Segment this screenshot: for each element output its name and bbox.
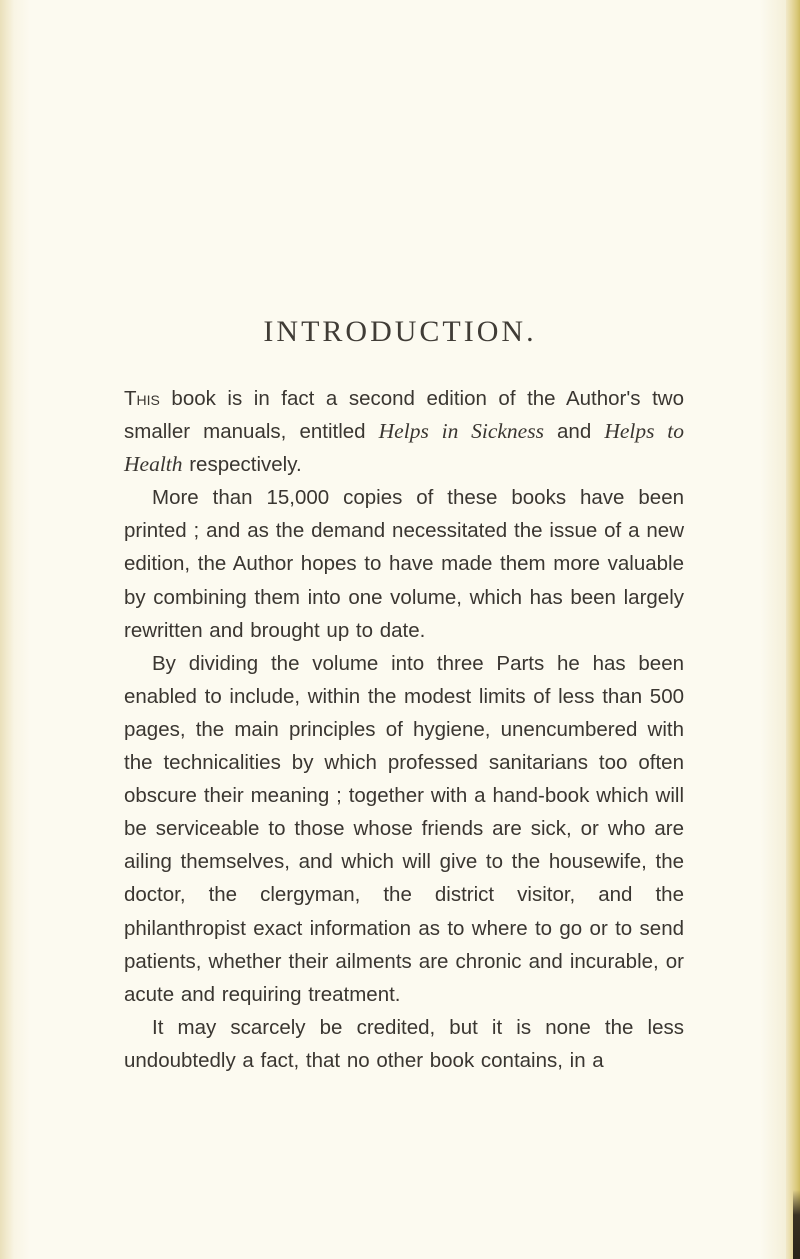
paragraph-3: By dividing the volume into three Parts he has been enabled to include, within the modest limits of less than 500 pages, the main principles of hygiene, unencumbered with the technicalities by which professed sanitarians too often obscure their meaning ; together with a hand-book which will be serviceable to those whose friends are sick, or who are ailing themselves, and which will give to the housewife, the doctor, the clergyman, the district visitor, and the philanthropist exact information as to where to go or to send patients, whether their ailments are chronic and incurable, or acute and requiring treatment. <box>124 651 684 1006</box>
page-heading: INTRODUCTION. <box>263 315 537 348</box>
page-left-edge <box>0 0 14 1259</box>
paragraph-1-lead: This <box>124 387 160 410</box>
page-right-edge-shadow <box>793 1190 800 1259</box>
paragraph-4: It may scarcely be credited, but it is none the less undoubtedly a fact, that no other book contains, in a <box>124 1015 684 1072</box>
book-title-helps-to-health: Helps to Health <box>124 419 685 477</box>
paragraph-1 <box>124 382 684 481</box>
introduction-body <box>124 382 684 1077</box>
paragraph-1-text-c: respectively. <box>182 453 302 477</box>
paragraph-1-text-a: book is in fact a second edition of the Author's two smaller manuals, entitled <box>124 387 684 444</box>
book-title-helps-in-sickness: Helps in Sickness <box>378 419 544 444</box>
page-right-edge <box>786 0 800 1259</box>
paragraph-2: More than 15,000 copies of these books have been printed ; and as the demand necessitated the issue of a new edition, the Author hopes to have made them more valuable by combining them into one volume, which has been largely rewritten and brought up to date. <box>124 486 684 642</box>
paragraph-1-text-b: and <box>543 420 605 444</box>
